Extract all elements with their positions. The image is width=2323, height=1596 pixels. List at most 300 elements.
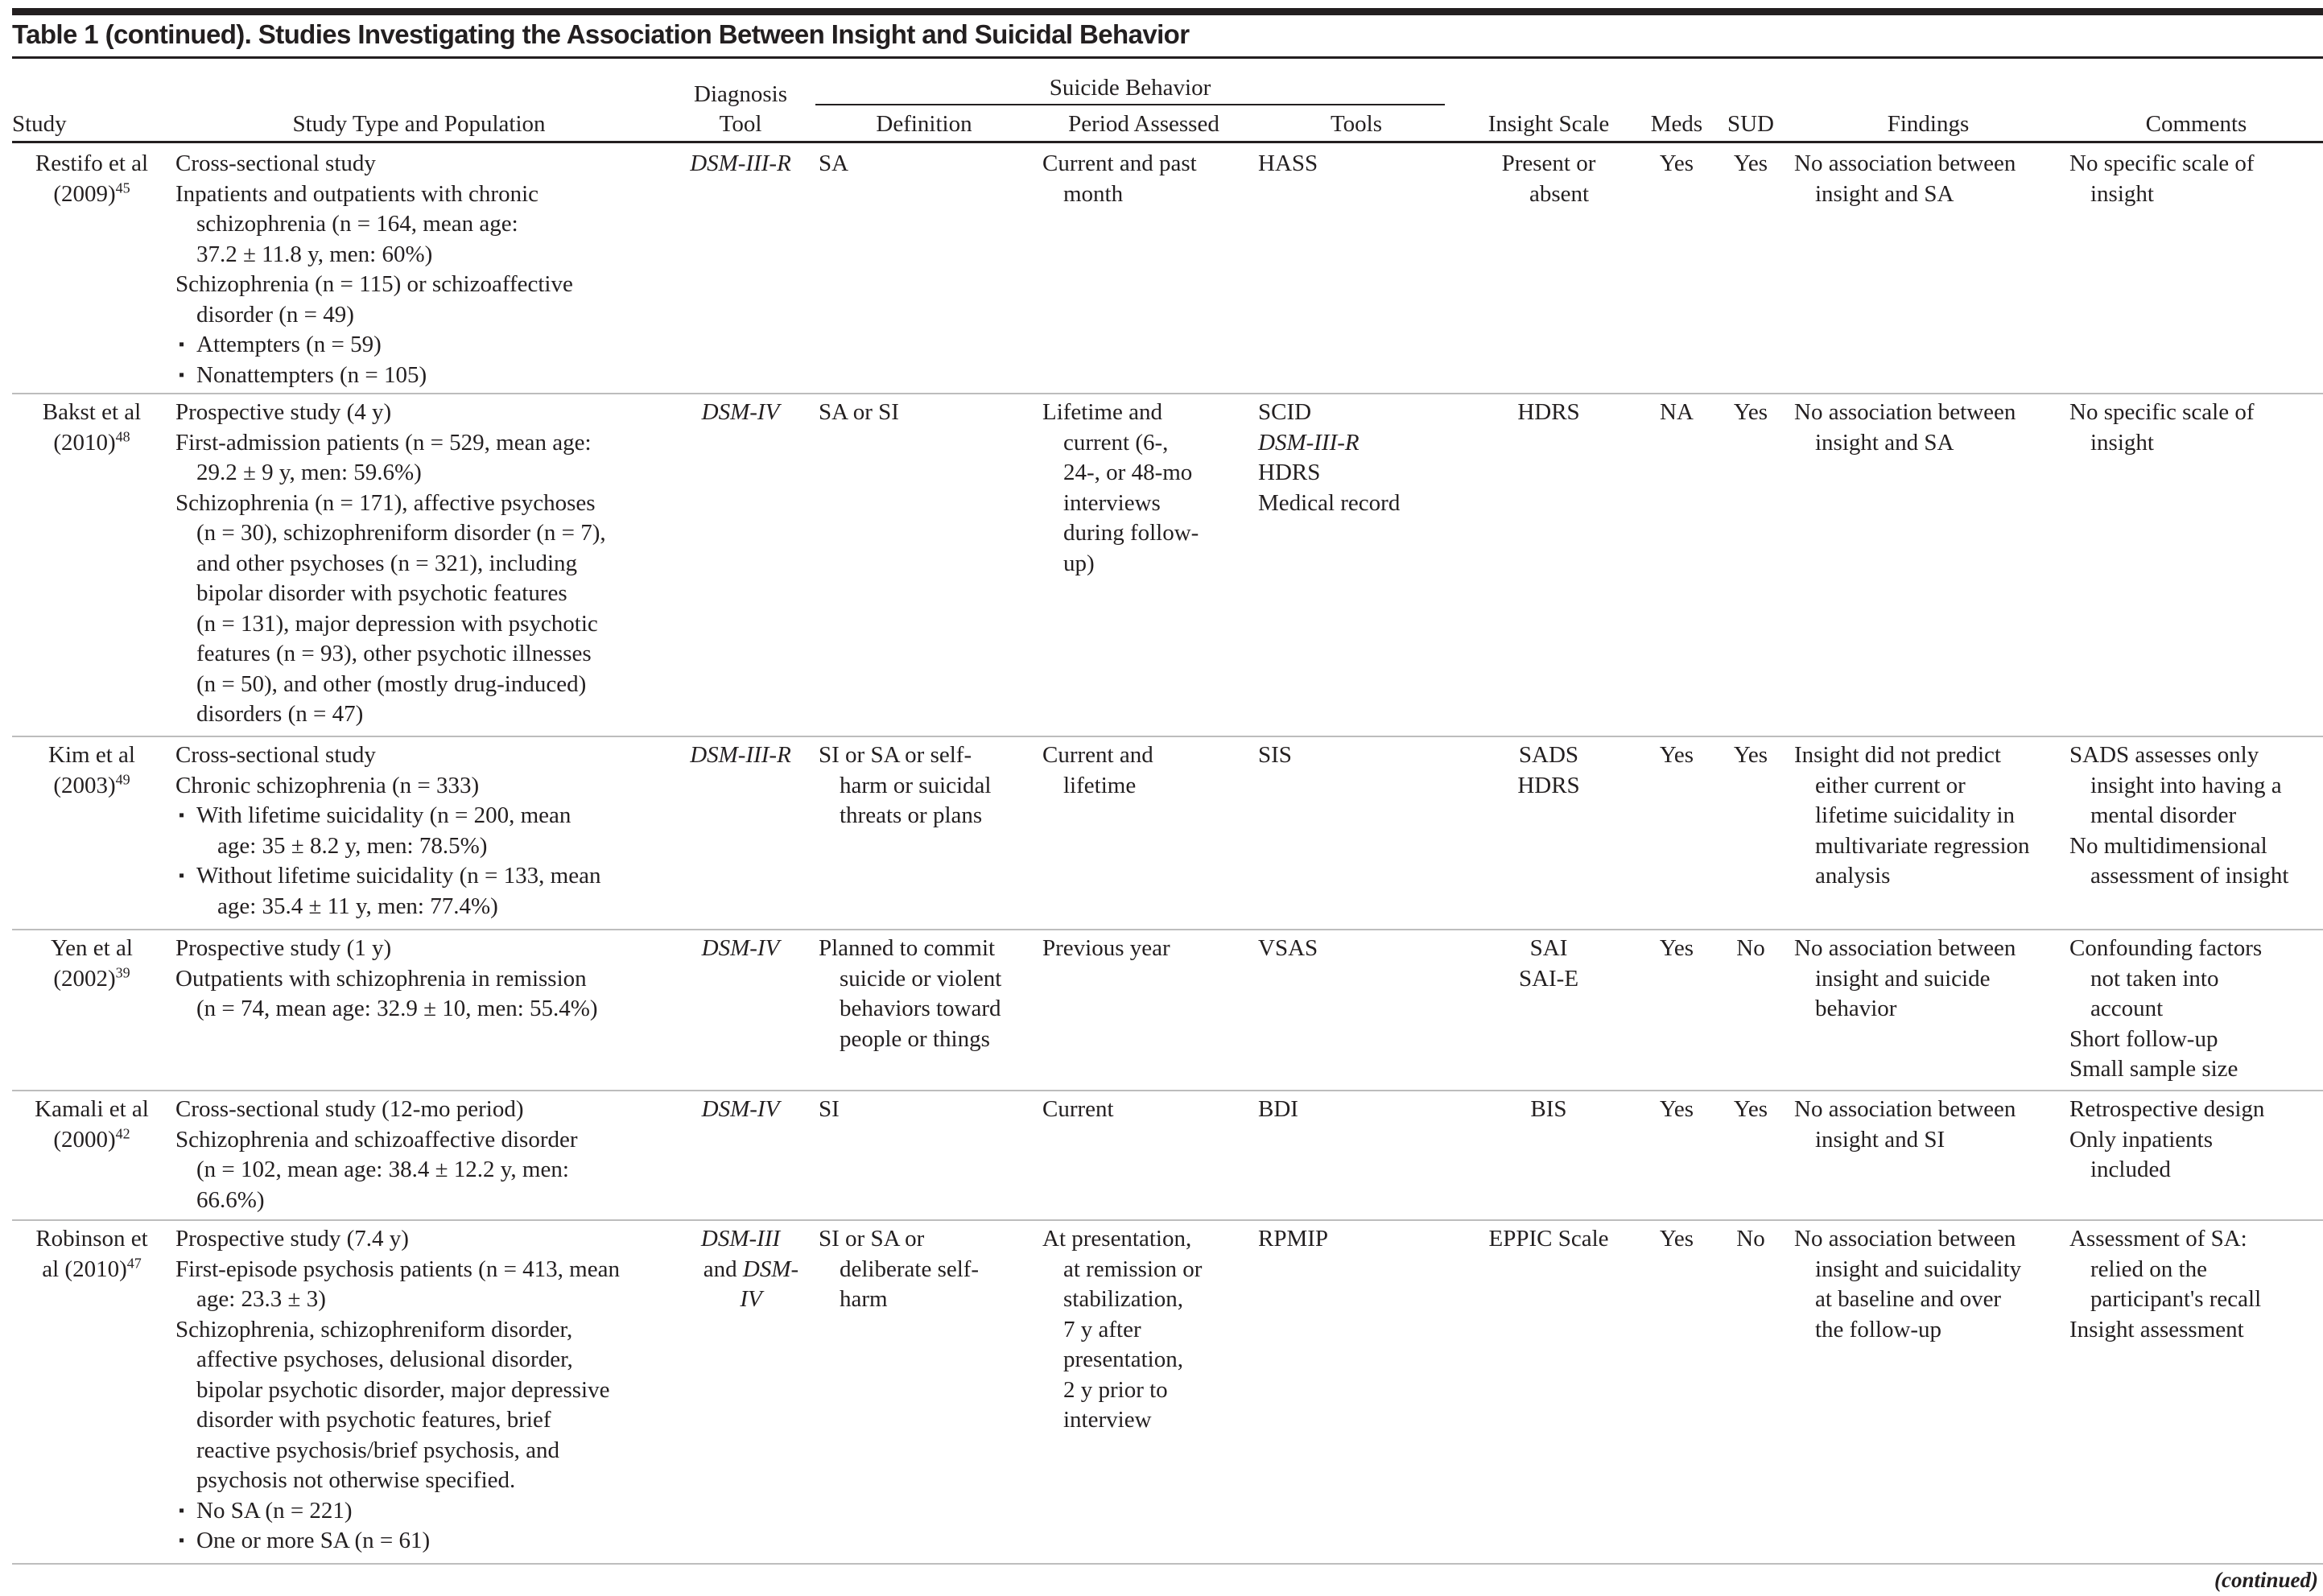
cell-value: Yes bbox=[1733, 151, 1768, 176]
cell-findings bbox=[1794, 934, 2062, 1025]
cell-type bbox=[175, 1224, 662, 1557]
cell-tools bbox=[1258, 1224, 1452, 1255]
cell-meds bbox=[1642, 149, 1711, 179]
text-line: Cross-sectional study (12-mo period) bbox=[175, 1096, 524, 1122]
study-text: (2010) bbox=[53, 429, 116, 456]
text-line: Schizophrenia, schizophreniform disorder, bbox=[175, 1316, 573, 1342]
text-line bbox=[670, 1255, 811, 1285]
text-line: 7 y after bbox=[1063, 1316, 1141, 1342]
study-text: Kamali et al bbox=[35, 1096, 149, 1122]
continued-note: (continued) bbox=[2214, 1568, 2318, 1592]
text-line: Prospective study (4 y) bbox=[175, 399, 392, 425]
cell-period bbox=[1042, 740, 1251, 801]
text-line: SI bbox=[819, 1096, 840, 1122]
text-line: disorders (n = 47) bbox=[196, 701, 364, 727]
text-line: at baseline and over bbox=[1815, 1286, 2002, 1312]
text-line: included bbox=[2090, 1157, 2171, 1182]
header-insight-scale: Insight Scale bbox=[1487, 111, 1610, 137]
paragraph bbox=[175, 1224, 662, 1255]
cell-value: Yes bbox=[1733, 1096, 1768, 1122]
cell-value: Yes bbox=[1659, 1096, 1694, 1122]
text-line: up) bbox=[1063, 550, 1095, 576]
text-line: age: 23.3 ± 3) bbox=[196, 1286, 326, 1312]
study-text: al (2010) bbox=[42, 1256, 127, 1282]
paragraph bbox=[1794, 934, 2062, 1025]
text-line: No association between bbox=[1794, 1096, 2016, 1122]
cell-sud bbox=[1716, 1095, 1785, 1125]
text-segment: DSM-IV bbox=[701, 935, 780, 961]
text-segment: DSM-III bbox=[700, 1226, 781, 1252]
text-line: SADS bbox=[1518, 742, 1579, 768]
text-line: disorder (n = 49) bbox=[196, 301, 354, 328]
reference-number: 45 bbox=[115, 179, 130, 196]
paragraph bbox=[1794, 1095, 2062, 1155]
paragraph bbox=[670, 740, 811, 771]
cell-period bbox=[1042, 1095, 1251, 1125]
paragraph bbox=[2069, 1224, 2323, 1315]
cell-meds bbox=[1642, 1095, 1711, 1125]
cell-sud bbox=[1716, 740, 1785, 771]
text-line: Schizophrenia (n = 171), affective psychoses bbox=[175, 489, 596, 516]
study-text: (2002) bbox=[53, 965, 116, 992]
paragraph bbox=[175, 1095, 662, 1125]
paragraph bbox=[2069, 1315, 2323, 1346]
cell-diag bbox=[670, 934, 811, 964]
text-line: RPMIP bbox=[1258, 1226, 1329, 1252]
text-line: SIS bbox=[1258, 742, 1292, 768]
paragraph bbox=[1467, 740, 1631, 771]
cell-value: Yes bbox=[1733, 742, 1768, 768]
text-line: Cross-sectional study bbox=[175, 151, 376, 176]
text-line: assessment of insight bbox=[2090, 863, 2289, 889]
text-line: (n = 102, mean age: 38.4 ± 12.2 y, men: bbox=[196, 1157, 569, 1182]
study-line bbox=[12, 1255, 171, 1285]
paragraph bbox=[2069, 149, 2323, 209]
text-line: Inpatients and outpatients with chronic bbox=[175, 180, 539, 207]
text-line: Prospective study (7.4 y) bbox=[175, 1226, 409, 1252]
header-comments: Comments bbox=[2145, 111, 2247, 137]
study-line bbox=[12, 1095, 171, 1125]
text-segment: DSM- bbox=[742, 1256, 799, 1282]
bullet-item bbox=[175, 1526, 662, 1557]
text-line: HASS bbox=[1258, 151, 1318, 176]
text-line: HDRS bbox=[1517, 772, 1580, 798]
paragraph bbox=[819, 149, 1036, 179]
paragraph bbox=[2069, 1025, 2323, 1055]
header-period: Period Assessed bbox=[1068, 111, 1219, 137]
header-sud: SUD bbox=[1727, 111, 1774, 137]
cell-findings bbox=[1794, 398, 2062, 458]
text-line: presentation, bbox=[1063, 1346, 1183, 1372]
paragraph bbox=[1258, 428, 1452, 459]
study-line bbox=[12, 964, 171, 995]
bullet-item bbox=[175, 330, 662, 361]
paragraph bbox=[1258, 149, 1452, 179]
text-line: multivariate regression bbox=[1815, 832, 2030, 859]
study-text: Restifo et al bbox=[35, 151, 149, 176]
cell-definition bbox=[819, 1224, 1036, 1315]
paragraph bbox=[819, 740, 1036, 831]
header-type: Study Type and Population bbox=[292, 111, 546, 137]
text-line: No multidimensional bbox=[2069, 832, 2267, 859]
cell-value: NA bbox=[1660, 399, 1694, 425]
cell-definition bbox=[819, 1095, 1036, 1125]
text-line: Nonattempters (n = 105) bbox=[196, 361, 427, 388]
paragraph bbox=[175, 398, 662, 428]
cell-meds bbox=[1642, 398, 1711, 428]
cell-tools bbox=[1258, 1095, 1452, 1125]
title-rule bbox=[12, 56, 2323, 59]
paragraph bbox=[175, 1125, 662, 1216]
table-title: Table 1 (continued). Studies Investigating the Association Between Insight and Suicidal Behavior bbox=[12, 19, 1190, 49]
cell-insight bbox=[1467, 740, 1631, 801]
text-line: insight and SA bbox=[1815, 429, 1954, 456]
text-line bbox=[1258, 428, 1452, 459]
cell-insight bbox=[1467, 1224, 1631, 1255]
text-line: Current bbox=[1042, 1096, 1114, 1122]
paragraph bbox=[1794, 149, 2062, 209]
cell-tools bbox=[1258, 149, 1452, 179]
text-line: Cross-sectional study bbox=[175, 742, 376, 768]
text-line: SA or SI bbox=[819, 399, 899, 425]
reference-number: 39 bbox=[115, 963, 130, 980]
text-line: features (n = 93), other psychotic illnesses bbox=[196, 641, 592, 666]
text-line: current (6-, bbox=[1063, 429, 1169, 456]
study-line bbox=[12, 149, 171, 179]
text-line: at remission or bbox=[1063, 1256, 1203, 1282]
text-line: age: 35.4 ± 11 y, men: 77.4%) bbox=[217, 893, 498, 919]
paragraph bbox=[1467, 149, 1631, 209]
header-definition: Definition bbox=[876, 111, 972, 137]
cell-findings bbox=[1794, 740, 2062, 892]
paragraph bbox=[1258, 740, 1452, 771]
text-line: threats or plans bbox=[840, 802, 983, 828]
cell-tools bbox=[1258, 740, 1452, 771]
text-line: and other psychoses (n = 321), including bbox=[196, 550, 578, 576]
paragraph bbox=[819, 1095, 1036, 1125]
text-line: mental disorder bbox=[2090, 802, 2237, 828]
cell-comments bbox=[2069, 740, 2323, 892]
text-line: lifetime bbox=[1063, 772, 1137, 798]
paragraph bbox=[670, 934, 811, 964]
bullet-icon: ▪ bbox=[179, 806, 185, 824]
text-line: suicide or violent bbox=[840, 965, 1002, 992]
text-line: SAI-E bbox=[1518, 965, 1579, 992]
study-line bbox=[12, 740, 171, 771]
cell-study bbox=[12, 398, 171, 458]
study-text: (2003) bbox=[53, 772, 116, 798]
text-line: 2 y prior to bbox=[1063, 1376, 1168, 1403]
study-line bbox=[12, 1125, 171, 1156]
paragraph bbox=[1467, 398, 1631, 428]
text-line: insight and SI bbox=[1815, 1126, 1945, 1153]
paragraph bbox=[1467, 964, 1631, 995]
top-rule bbox=[12, 8, 2323, 15]
bullet-icon: ▪ bbox=[179, 1532, 185, 1549]
text-line bbox=[670, 1224, 811, 1255]
text-line: bipolar psychotic disorder, major depressive bbox=[196, 1376, 610, 1403]
cell-diag bbox=[670, 398, 811, 428]
text-line: Assessment of SA: bbox=[2069, 1226, 2247, 1252]
cell-sud bbox=[1716, 1224, 1785, 1255]
paragraph bbox=[819, 934, 1036, 1054]
text-line: harm or suicidal bbox=[840, 772, 992, 798]
text-line bbox=[670, 934, 811, 964]
cell-diag bbox=[670, 1095, 811, 1125]
text-line: Lifetime and bbox=[1042, 399, 1162, 425]
text-line bbox=[670, 149, 811, 179]
paragraph bbox=[1794, 740, 2062, 892]
text-line: Short follow-up bbox=[2069, 1025, 2218, 1052]
text-line: harm bbox=[840, 1286, 888, 1312]
text-line: interview bbox=[1063, 1407, 1152, 1433]
cell-insight bbox=[1467, 149, 1631, 209]
paragraph bbox=[1467, 771, 1631, 802]
paragraph bbox=[2069, 934, 2323, 1025]
paragraph bbox=[1258, 489, 1452, 519]
cell-study bbox=[12, 740, 171, 801]
cell-study bbox=[12, 1095, 171, 1155]
text-line: No association between bbox=[1794, 399, 2016, 425]
bullet-icon: ▪ bbox=[179, 1501, 185, 1520]
cell-study bbox=[12, 1224, 171, 1285]
text-line: Current and bbox=[1042, 742, 1153, 768]
text-line: deliberate self- bbox=[840, 1256, 980, 1282]
cell-period bbox=[1042, 934, 1251, 964]
text-line: Medical record bbox=[1258, 489, 1401, 516]
text-line: SAI bbox=[1529, 935, 1568, 961]
text-line: reactive psychosis/brief psychosis, and bbox=[196, 1437, 560, 1463]
text-line: Current and past bbox=[1042, 151, 1197, 176]
paragraph bbox=[1794, 398, 2062, 458]
text-line: affective psychoses, delusional disorder, bbox=[196, 1346, 573, 1372]
cell-period bbox=[1042, 398, 1251, 579]
cell-findings bbox=[1794, 1095, 2062, 1155]
cell-type bbox=[175, 934, 662, 1025]
text-segment: DSM-III-R bbox=[690, 742, 791, 768]
text-line: behaviors toward bbox=[840, 996, 1001, 1021]
cell-period bbox=[1042, 149, 1251, 209]
paragraph bbox=[175, 270, 662, 330]
paragraph bbox=[175, 740, 662, 771]
study-line bbox=[12, 428, 171, 459]
text-line: people or things bbox=[840, 1025, 990, 1052]
text-line bbox=[670, 1285, 811, 1315]
cell-sud bbox=[1716, 934, 1785, 964]
text-line: disorder with psychotic features, brief bbox=[196, 1407, 551, 1433]
text-line: participant's recall bbox=[2090, 1286, 2262, 1312]
text-line bbox=[670, 398, 811, 428]
text-line: No association between bbox=[1794, 935, 2016, 961]
text-line: relied on the bbox=[2090, 1256, 2207, 1282]
text-segment: DSM-III-R bbox=[690, 151, 791, 176]
reference-number: 48 bbox=[115, 427, 130, 444]
bullet-icon: ▪ bbox=[179, 365, 185, 384]
text-line: insight bbox=[2090, 180, 2154, 207]
text-line: Only inpatients bbox=[2069, 1126, 2214, 1153]
cell-value: Yes bbox=[1659, 1226, 1694, 1252]
reference-number: 49 bbox=[115, 770, 130, 787]
text-line: SI or SA or self- bbox=[819, 742, 972, 768]
text-segment: DSM-IV bbox=[701, 1096, 780, 1122]
paragraph bbox=[175, 934, 662, 964]
text-line: No specific scale of bbox=[2069, 399, 2255, 425]
cell-comments bbox=[2069, 1224, 2323, 1345]
cell-type bbox=[175, 398, 662, 730]
text-line: SADS assesses only bbox=[2069, 742, 2259, 768]
header-findings: Findings bbox=[1887, 111, 1970, 137]
cell-value: Yes bbox=[1659, 935, 1694, 961]
cell-tools bbox=[1258, 934, 1452, 964]
text-line: bipolar disorder with psychotic features bbox=[196, 580, 567, 606]
paragraph bbox=[2069, 831, 2323, 892]
paragraph bbox=[175, 149, 662, 179]
row-divider bbox=[12, 1090, 2323, 1091]
text-line: Schizophrenia and schizoaffective disorder bbox=[175, 1126, 578, 1153]
paragraph bbox=[670, 1224, 811, 1315]
paragraph bbox=[1042, 1224, 1251, 1436]
cell-sud bbox=[1716, 149, 1785, 179]
cell-definition bbox=[819, 149, 1036, 179]
row-divider bbox=[12, 1219, 2323, 1221]
text-line: At presentation, bbox=[1042, 1226, 1192, 1252]
text-segment: DSM-III-R bbox=[1258, 429, 1360, 456]
paragraph bbox=[1042, 398, 1251, 579]
paragraph bbox=[1258, 1224, 1452, 1255]
cell-value: No bbox=[1736, 935, 1765, 961]
text-line bbox=[670, 1095, 811, 1125]
cell-definition bbox=[819, 740, 1036, 831]
cell-study bbox=[12, 934, 171, 994]
paragraph bbox=[1258, 398, 1452, 428]
text-line: No specific scale of bbox=[2069, 151, 2255, 176]
paragraph bbox=[1042, 1095, 1251, 1125]
paragraph bbox=[1467, 934, 1631, 964]
text-line: psychosis not otherwise specified. bbox=[196, 1467, 516, 1493]
text-line: Without lifetime suicidality (n = 133, mean bbox=[196, 863, 601, 889]
cell-findings bbox=[1794, 149, 2062, 209]
text-line: BDI bbox=[1258, 1096, 1298, 1122]
text-line: insight and suicide bbox=[1815, 965, 1991, 992]
text-line: Confounding factors bbox=[2069, 935, 2263, 961]
study-text: Robinson et bbox=[35, 1226, 148, 1252]
bullet-item bbox=[175, 1496, 662, 1527]
study-line bbox=[12, 398, 171, 428]
text-line: Small sample size bbox=[2069, 1056, 2238, 1082]
header-study: Study bbox=[12, 111, 67, 137]
text-line: 37.2 ± 11.8 y, men: 60%) bbox=[196, 241, 433, 267]
cell-type bbox=[175, 149, 662, 390]
text-line: Outpatients with schizophrenia in remission bbox=[175, 965, 587, 992]
cell-diag bbox=[670, 149, 811, 179]
cell-insight bbox=[1467, 934, 1631, 994]
text-line: SA bbox=[819, 151, 849, 176]
text-line: insight and SA bbox=[1815, 180, 1954, 207]
text-line: Planned to commit bbox=[819, 935, 996, 961]
cell-diag bbox=[670, 740, 811, 771]
text-line: the follow-up bbox=[1815, 1316, 1942, 1342]
text-line: Insight assessment bbox=[2069, 1316, 2244, 1342]
header-tools: Tools bbox=[1330, 111, 1383, 137]
text-line: (n = 50), and other (mostly drug-induced) bbox=[196, 670, 587, 697]
cell-meds bbox=[1642, 1224, 1711, 1255]
text-line: 66.6%) bbox=[196, 1186, 265, 1213]
text-line bbox=[670, 740, 811, 771]
row-divider bbox=[12, 393, 2323, 394]
text-line: Prospective study (1 y) bbox=[175, 935, 392, 961]
text-line: Insight did not predict bbox=[1794, 742, 2001, 768]
paragraph bbox=[670, 149, 811, 179]
paragraph bbox=[2069, 1054, 2323, 1085]
study-line bbox=[12, 771, 171, 802]
cell-meds bbox=[1642, 740, 1711, 771]
text-line: behavior bbox=[1815, 996, 1897, 1021]
text-line: Chronic schizophrenia (n = 333) bbox=[175, 772, 480, 798]
text-line: Previous year bbox=[1042, 935, 1170, 961]
cell-diag bbox=[670, 1224, 811, 1315]
text-line: account bbox=[2090, 996, 2164, 1021]
group-rule bbox=[815, 104, 1445, 105]
text-line: 24-, or 48-mo bbox=[1063, 460, 1193, 485]
text-line: month bbox=[1063, 180, 1124, 207]
text-line: Attempters (n = 59) bbox=[196, 332, 382, 357]
paragraph bbox=[2069, 398, 2323, 458]
bullet-item bbox=[175, 801, 662, 861]
text-line: (n = 74, mean age: 32.9 ± 10, men: 55.4%) bbox=[196, 996, 598, 1021]
paragraph bbox=[175, 428, 662, 489]
cell-insight bbox=[1467, 398, 1631, 428]
paragraph bbox=[175, 489, 662, 730]
cell-insight bbox=[1467, 1095, 1631, 1125]
text-line: SCID bbox=[1258, 399, 1312, 425]
text-line: during follow- bbox=[1063, 520, 1199, 546]
study-text: Bakst et al bbox=[42, 399, 142, 425]
paragraph bbox=[1042, 149, 1251, 209]
bullet-icon: ▪ bbox=[179, 867, 185, 885]
cell-definition bbox=[819, 398, 1036, 428]
paragraph bbox=[1467, 1224, 1631, 1255]
text-line: SI or SA or bbox=[819, 1226, 925, 1252]
row-divider bbox=[12, 1563, 2323, 1565]
paragraph bbox=[175, 179, 662, 270]
paragraph bbox=[175, 964, 662, 1025]
paragraph bbox=[1258, 1095, 1452, 1125]
text-line: 29.2 ± 9 y, men: 59.6%) bbox=[196, 460, 422, 485]
cell-type bbox=[175, 740, 662, 922]
cell-comments bbox=[2069, 1095, 2323, 1186]
text-line: BIS bbox=[1530, 1096, 1567, 1122]
study-line bbox=[12, 1224, 171, 1255]
text-line: HDRS bbox=[1258, 460, 1321, 485]
paragraph bbox=[175, 1255, 662, 1315]
cell-value: Yes bbox=[1659, 742, 1694, 768]
text-line: insight and suicidality bbox=[1815, 1256, 2022, 1282]
header-diagnosis-1: Diagnosis bbox=[694, 81, 787, 107]
text-segment: IV bbox=[740, 1286, 762, 1312]
study-text: (2000) bbox=[53, 1126, 116, 1153]
text-line: (n = 131), major depression with psychotic bbox=[196, 610, 598, 637]
cell-value: No bbox=[1736, 1226, 1765, 1252]
text-line: absent bbox=[1529, 180, 1590, 207]
row-divider bbox=[12, 736, 2323, 737]
text-line: No association between bbox=[1794, 151, 2016, 176]
paragraph bbox=[819, 398, 1036, 428]
cell-comments bbox=[2069, 398, 2323, 458]
text-line: insight bbox=[2090, 429, 2154, 456]
cell-type bbox=[175, 1095, 662, 1215]
text-line: VSAS bbox=[1258, 935, 1318, 961]
study-text: Kim et al bbox=[48, 742, 135, 768]
